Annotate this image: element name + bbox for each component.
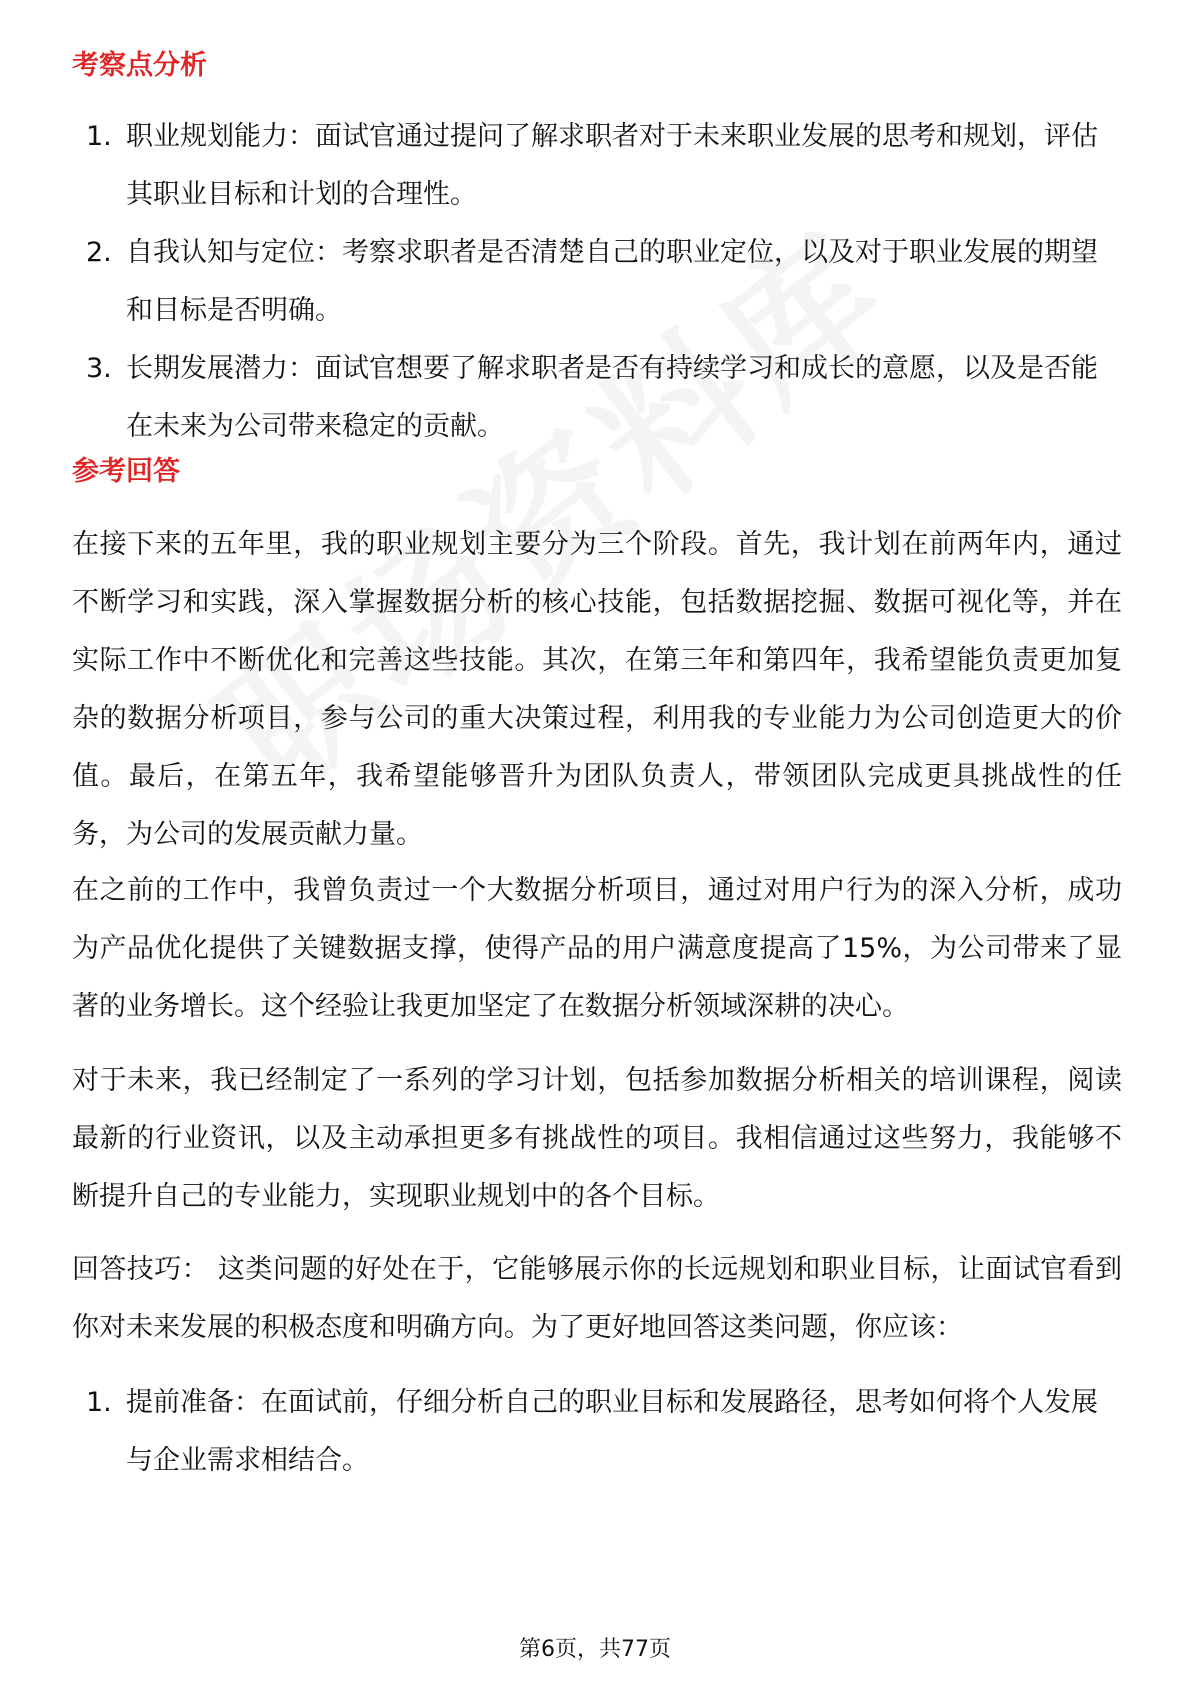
list-item — [72, 340, 1122, 456]
list-item-number: 1. — [86, 1387, 112, 1418]
list-item-text: 职业规划能力：面试官通过提问了解求职者对于未来职业发展的思考和规划，评估其职业目标和计划的合理性。 — [126, 121, 1098, 210]
paragraph: 对于未来，我已经制定了一系列的学习计划，包括参加数据分析相关的培训课程，阅读最新的行业资讯，以及主动承担更多有挑战性的项目。我相信通过这些努力，我能够不断提升自己的专业能力，实现职业规划中的各个目标。 — [72, 1065, 1122, 1212]
tips-intro: 回答技巧： 这类问题的好处在于，它能够展示你的长远规划和职业目标，让面试官看到你对未来发展的积极态度和明确方向。为了更好地回答这类问题，你应该： — [72, 1254, 1122, 1343]
list-item-number: 2. — [86, 237, 112, 268]
list-item-number: 1. — [86, 121, 112, 152]
list-item — [72, 108, 1122, 224]
page-number: 第6页，共77页 — [519, 1637, 671, 1662]
analysis-heading: 考察点分析 — [72, 50, 207, 81]
list-item — [72, 1374, 1122, 1490]
analysis-list — [72, 108, 1122, 456]
list-item — [72, 224, 1122, 340]
paragraph: 在之前的工作中，我曾负责过一个大数据分析项目，通过对用户行为的深入分析，成功为产品优化提供了关键数据支撑，使得产品的用户满意度提高了15%，为公司带来了显著的业务增长。这个经验让我更加坚定了在数据分析领域深耕的决心。 — [72, 875, 1122, 1022]
list-item-text: 自我认知与定位：考察求职者是否清楚自己的职业定位，以及对于职业发展的期望和目标是否明确。 — [126, 237, 1098, 326]
list-item-text: 提前准备：在面试前，仔细分析自己的职业目标和发展路径，思考如何将个人发展与企业需求相结合。 — [126, 1387, 1098, 1476]
paragraph: 在接下来的五年里，我的职业规划主要分为三个阶段。首先，我计划在前两年内，通过不断学习和实践，深入掌握数据分析的核心技能，包括数据挖掘、数据可视化等，并在实际工作中不断优化和完善这些技能。其次，在第三年和第四年，我希望能负责更加复杂的数据分析项目，参与公司的重大决策过程，利用我的专业能力为公司创造更大的价值。最后，在第五年，我希望能够晋升为团队负责人，带领团队完成更具挑战性的任务，为公司的发展贡献力量。 — [72, 529, 1122, 850]
list-item-number: 3. — [86, 353, 112, 384]
tips-list — [72, 1374, 1122, 1490]
reference-heading: 参考回答 — [72, 456, 180, 487]
list-item-text: 长期发展潜力：面试官想要了解求职者是否有持续学习和成长的意愿，以及是否能在未来为公司带来稳定的贡献。 — [126, 353, 1098, 442]
